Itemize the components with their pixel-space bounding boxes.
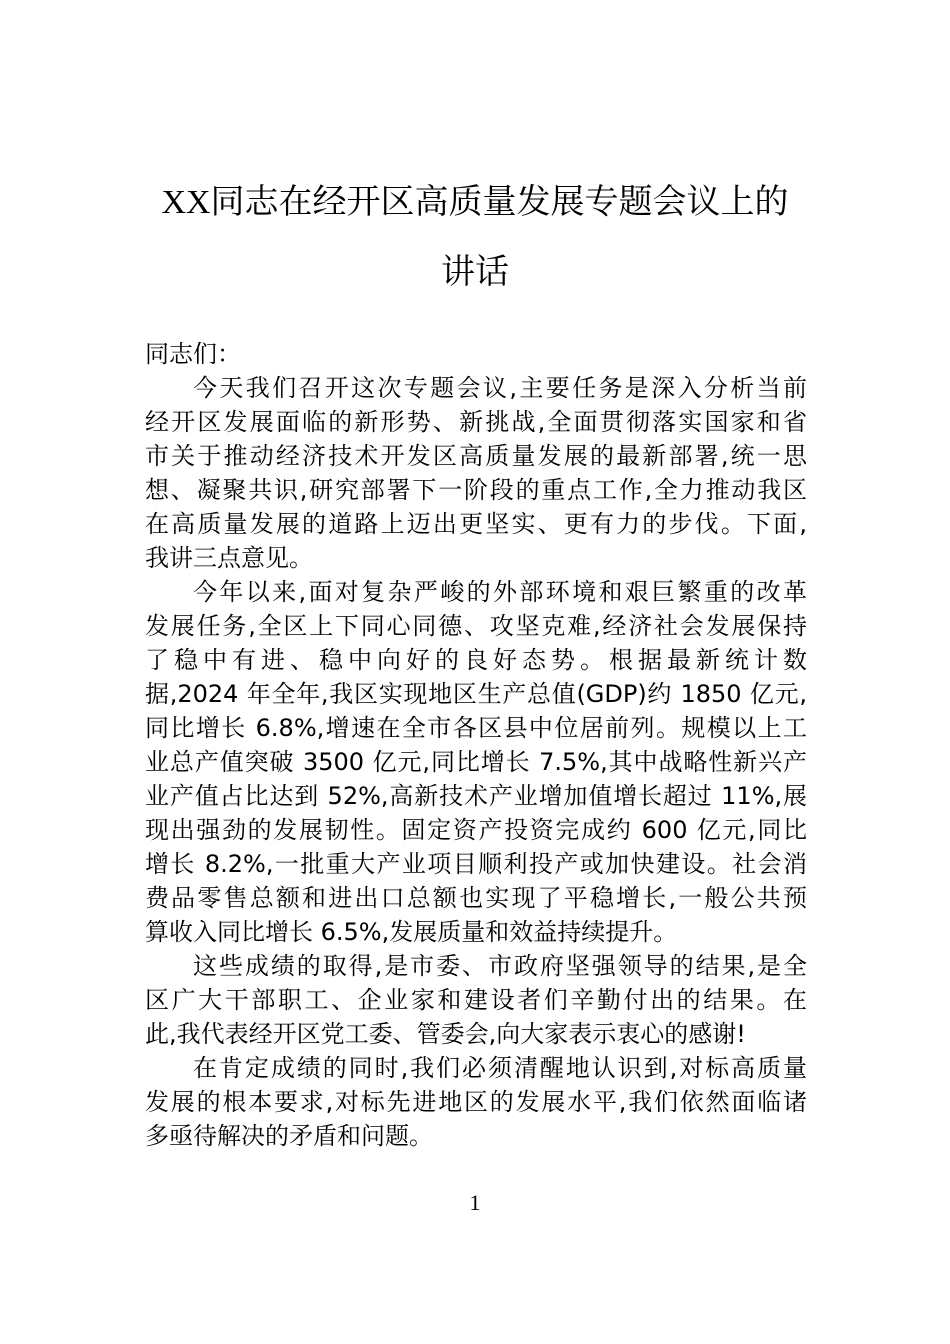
paragraph-line: 区广大干部职工、企业家和建设者们辛勤付出的结果。在 [145, 986, 807, 1014]
paragraph-line: 今天我们召开这次专题会议,主要任务是深入分析当前 [193, 374, 807, 402]
paragraph-line: 我讲三点意见。 [145, 544, 313, 572]
page-number: 1 [469, 1190, 481, 1215]
paragraph-line: 经开区发展面临的新形势、新挑战,全面贯彻落实国家和省 [145, 408, 807, 436]
paragraph-line: 在高质量发展的道路上迈出更坚实、更有力的步伐。下面, [145, 510, 807, 538]
paragraph-line: 算收入同比增长 6.5%,发展质量和效益持续提升。 [145, 918, 678, 946]
document-body [145, 337, 807, 1153]
paragraph-line: 今年以来,面对复杂严峻的外部环境和艰巨繁重的改革 [193, 578, 807, 606]
paragraph-line: 想、凝聚共识,研究部署下一阶段的重点工作,全力推动我区 [145, 476, 807, 504]
paragraph-line: 据,2024 年全年,我区实现地区生产总值(GDP)约 1850 亿元, [145, 680, 807, 708]
document-title-line-1: XX同志在经开区高质量发展专题会议上的 [161, 184, 789, 221]
paragraph-line: 业总产值突破 3500 亿元,同比增长 7.5%,其中战略性新兴产 [145, 748, 807, 776]
paragraph-line: 市关于推动经济技术开发区高质量发展的最新部署,统一思 [145, 442, 807, 470]
paragraph-line: 同比增长 6.8%,增速在全市各区县中位居前列。规模以上工 [145, 714, 807, 742]
paragraph-line: 这些成绩的取得,是市委、市政府坚强领导的结果,是全 [193, 952, 807, 980]
paragraph-line: 发展任务,全区上下同心同德、攻坚克难,经济社会发展保持 [145, 612, 807, 640]
paragraph-line: 现出强劲的发展韧性。固定资产投资完成约 600 亿元,同比 [145, 816, 807, 844]
paragraph-line: 业产值占比达到 52%,高新技术产业增加值增长超过 11%,展 [145, 782, 807, 810]
paragraph-line: 在肯定成绩的同时,我们必须清醒地认识到,对标高质量 [193, 1054, 807, 1082]
paragraph-line: 了稳中有进、稳中向好的良好态势。根据最新统计数 [145, 646, 807, 674]
paragraph-line: 发展的根本要求,对标先进地区的发展水平,我们依然面临诸 [145, 1088, 807, 1116]
paragraph-line: 此,我代表经开区党工委、管委会,向大家表示衷心的感谢! [145, 1020, 746, 1048]
paragraph-line: 增长 8.2%,一批重大产业项目顺利投产或加快建设。社会消 [145, 850, 807, 878]
salutation: 同志们： [145, 340, 241, 368]
document-title-line-2: 讲话 [441, 254, 509, 291]
paragraph-line: 费品零售总额和进出口总额也实现了平稳增长,一般公共预 [145, 884, 807, 912]
paragraph-line: 多亟待解决的矛盾和问题。 [145, 1122, 433, 1150]
